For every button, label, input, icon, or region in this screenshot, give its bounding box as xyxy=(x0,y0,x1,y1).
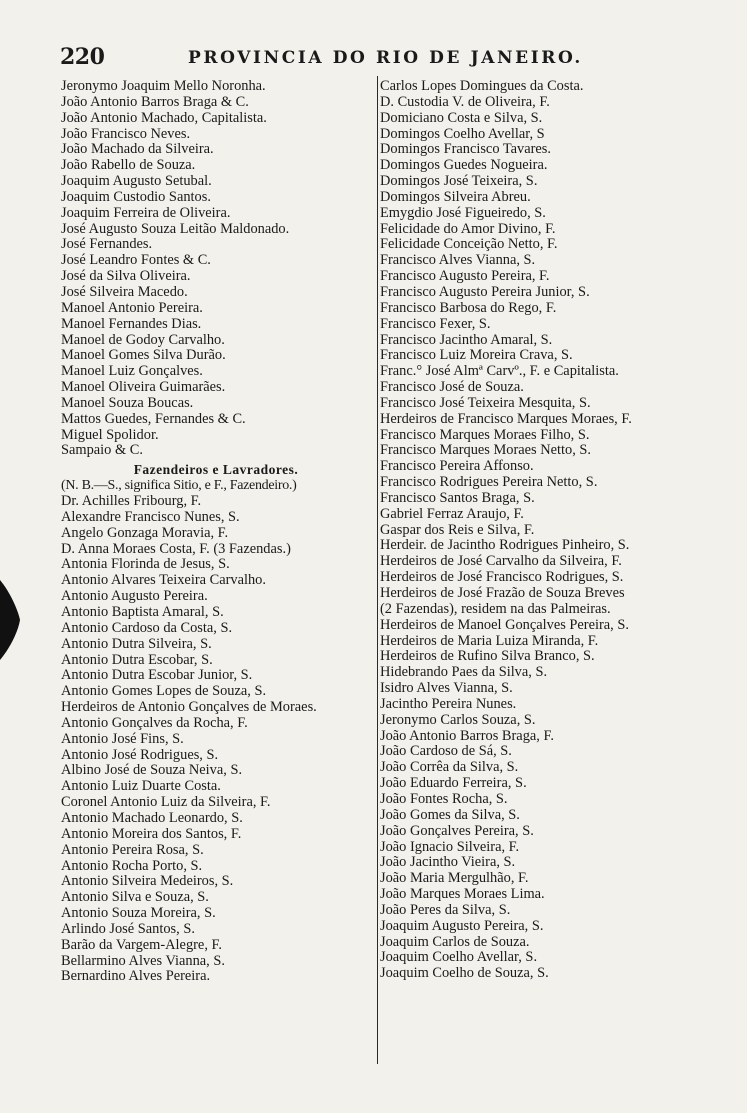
directory-entry: José da Silva Oliveira. xyxy=(61,269,191,285)
directory-entry: Francisco Augusto Pereira Junior, S. xyxy=(380,284,590,300)
directory-entry: Franc.° José Almª Carvº., F. e Capitalista. xyxy=(380,364,619,380)
directory-entry: Angelo Gonzaga Moravia, F. xyxy=(61,525,229,541)
directory-entry: João Peres da Silva, S. xyxy=(380,902,511,918)
directory-entry: Carlos Lopes Domingues da Costa. xyxy=(380,79,584,94)
directory-entry: Alexandre Francisco Nunes, S. xyxy=(61,509,240,525)
directory-entry: João Jacintho Vieira, S. xyxy=(380,855,516,871)
directory-entry: José Leandro Fontes & C. xyxy=(61,253,211,269)
directory-entry: Miguel Spolidor. xyxy=(61,427,159,443)
directory-entry: Antonio Silva e Souza, S. xyxy=(61,890,209,906)
directory-entry: D. Anna Moraes Costa, F. (3 Fazendas.) xyxy=(61,541,291,557)
right-name-list-a xyxy=(378,79,708,602)
directory-entry: D. Custodia V. de Oliveira, F. xyxy=(380,94,550,110)
directory-entry: Antonio Pereira Rosa, S. xyxy=(61,842,204,858)
directory-entry: Manoel Luiz Gonçalves. xyxy=(61,364,203,380)
directory-entry: Francisco Alves Vianna, S. xyxy=(380,253,536,269)
directory-entry: Domingos Guedes Nogueira. xyxy=(380,158,548,174)
continuation-line: (2 Fazendas), residem na das Palmeiras. xyxy=(380,601,611,617)
directory-entry: João Rabello de Souza. xyxy=(61,158,196,174)
directory-entry: João Ignacio Silveira, F. xyxy=(380,839,520,855)
directory-entry: Antonia Florinda de Jesus, S. xyxy=(61,557,230,573)
directory-entry: Herdeiros de Antonio Gonçalves de Moraes. xyxy=(61,700,317,716)
directory-entry: Antonio Rocha Porto, S. xyxy=(61,858,203,874)
directory-entry: Domingos Coelho Avellar, S xyxy=(380,126,545,142)
directory-entry: Francisco Santos Braga, S. xyxy=(380,490,535,506)
directory-entry: Antonio Machado Leonardo, S. xyxy=(61,810,243,826)
right-column xyxy=(377,76,708,1064)
directory-entry: João Eduardo Ferreira, S. xyxy=(380,776,527,792)
directory-entry: João Maria Mergulhão, F. xyxy=(380,871,529,887)
directory-entry: Hidebrando Paes da Silva, S. xyxy=(380,665,548,681)
directory-entry: Barão da Vargem-Alegre, F. xyxy=(61,937,222,953)
directory-entry: Antonio Souza Moreira, S. xyxy=(61,906,216,922)
directory-entry: Antonio Luiz Duarte Costa. xyxy=(61,779,221,795)
directory-entry: Antonio Moreira dos Santos, F. xyxy=(61,826,242,842)
directory-entry: Manoel Antonio Pereira. xyxy=(61,300,203,316)
directory-entry: Herdeiros de Francisco Marques Moraes, F. xyxy=(380,411,632,427)
directory-entry: Coronel Antonio Luiz da Silveira, F. xyxy=(61,795,271,811)
directory-entry: Jeronymo Carlos Souza, S. xyxy=(380,712,536,728)
binding-hole-mark xyxy=(0,580,22,660)
directory-entry: Manoel Souza Boucas. xyxy=(61,395,194,411)
directory-entry: Francisco Jacintho Amaral, S. xyxy=(380,332,553,348)
directory-entry: Domingos Silveira Abreu. xyxy=(380,189,531,205)
directory-entry: Sampaio & C. xyxy=(61,443,143,459)
directory-entry: João Antonio Barros Braga & C. xyxy=(61,94,249,110)
directory-entry: José Fernandes. xyxy=(61,237,153,253)
directory-entry: João Corrêa da Silva, S. xyxy=(380,760,519,776)
directory-entry: Felicidade Conceição Netto, F. xyxy=(380,237,558,253)
directory-entry: Antonio José Fins, S. xyxy=(61,731,184,747)
directory-entry: Domiciano Costa e Silva, S. xyxy=(380,110,543,126)
directory-entry: Joaquim Augusto Setubal. xyxy=(61,174,212,190)
directory-entry: Domingos José Teixeira, S. xyxy=(380,174,538,190)
directory-entry: Manoel de Godoy Carvalho. xyxy=(61,332,225,348)
directory-entry: Antonio Silveira Medeiros, S. xyxy=(61,874,234,890)
directory-entry: Francisco Marques Moraes Filho, S. xyxy=(380,427,590,443)
directory-entry: Antonio Gonçalves da Rocha, F. xyxy=(61,715,248,731)
directory-entry: Bellarmino Alves Vianna, S. xyxy=(61,953,225,969)
directory-entry: Jeronymo Joaquim Mello Noronha. xyxy=(61,79,266,94)
directory-entry: Antonio José Rodrigues, S. xyxy=(61,747,219,763)
directory-entry: Joaquim Ferreira de Oliveira. xyxy=(61,205,231,221)
directory-entry: João Fontes Rocha, S. xyxy=(380,791,508,807)
directory-entry: João Antonio Barros Braga, F. xyxy=(380,728,554,744)
directory-entry: Bernardino Alves Pereira. xyxy=(61,969,211,985)
directory-entry: João Gomes da Silva, S. xyxy=(380,807,520,823)
directory-entry: Antonio Dutra Silveira, S. xyxy=(61,636,212,652)
directory-entry: José Augusto Souza Leitão Maldonado. xyxy=(61,221,290,237)
directory-entry: Herdeiros de Manoel Gonçalves Pereira, S. xyxy=(380,617,629,633)
directory-entry: Manoel Gomes Silva Durão. xyxy=(61,348,226,364)
directory-entry: Joaquim Coelho de Souza, S. xyxy=(380,966,549,982)
directory-entry: Jacintho Pereira Nunes. xyxy=(380,696,517,712)
directory-entry: Francisco Rodrigues Pereira Netto, S. xyxy=(380,475,598,491)
directory-entry: Francisco Fexer, S. xyxy=(380,316,491,332)
directory-entry: Antonio Dutra Escobar, S. xyxy=(61,652,213,668)
directory-entry: Gabriel Ferraz Araujo, F. xyxy=(380,506,524,522)
page-number: 220 xyxy=(60,44,105,70)
left-name-list-top xyxy=(58,79,374,459)
directory-entry: João Marques Moraes Lima. xyxy=(380,887,545,903)
directory-entry: Emygdio José Figueiredo, S. xyxy=(380,205,546,221)
directory-entry: Herdeir. de Jacintho Rodrigues Pinheiro, S. xyxy=(380,538,630,554)
directory-entry: Domingos Francisco Tavares. xyxy=(380,142,551,158)
directory-entry: Mattos Guedes, Fernandes & C. xyxy=(61,411,246,427)
directory-entry: Francisco José Teixeira Mesquita, S. xyxy=(380,395,591,411)
directory-entry: Joaquim Carlos de Souza. xyxy=(380,934,530,950)
directory-entry: Francisco Augusto Pereira, F. xyxy=(380,269,550,285)
directory-entry: Francisco Pereira Affonso. xyxy=(380,459,534,475)
directory-entry: Felicidade do Amor Divino, F. xyxy=(380,221,556,237)
directory-entry: João Antonio Machado, Capitalista. xyxy=(61,110,267,126)
directory-entry: Antonio Gomes Lopes de Souza, S. xyxy=(61,684,267,700)
directory-entry: Albino José de Souza Neiva, S. xyxy=(61,763,243,779)
left-name-list-bottom xyxy=(58,494,374,985)
directory-entry: Joaquim Coelho Avellar, S. xyxy=(380,950,538,966)
directory-entry: Antonio Augusto Pereira. xyxy=(61,589,208,605)
directory-entry: Antonio Baptista Amaral, S. xyxy=(61,605,224,620)
directory-entry: Arlindo José Santos, S. xyxy=(61,921,195,937)
directory-entry: Dr. Achilles Fribourg, F. xyxy=(61,494,202,510)
running-title: PROVINCIA DO RIO DE JANEIRO. xyxy=(188,48,583,68)
abbreviation-note: (N. B.—S., significa Sitio, e F., Fazendeiro.) xyxy=(61,478,297,494)
directory-entry: Joaquim Custodio Santos. xyxy=(61,189,211,205)
directory-entry: Herdeiros de Maria Luiza Miranda, F. xyxy=(380,633,599,649)
directory-entry: Herdeiros de Rufino Silva Branco, S. xyxy=(380,649,595,665)
left-column xyxy=(58,79,374,985)
directory-entry: Gaspar dos Reis e Silva, F. xyxy=(380,522,535,538)
directory-entry: Herdeiros de José Frazão de Souza Breves xyxy=(380,586,625,601)
directory-entry: Joaquim Augusto Pereira, S. xyxy=(380,918,544,934)
directory-entry: Francisco José de Souza. xyxy=(380,380,524,396)
directory-entry: Antonio Dutra Escobar Junior, S. xyxy=(61,668,253,684)
directory-entry: Herdeiros de José Francisco Rodrigues, S. xyxy=(380,570,624,586)
directory-entry: José Silveira Macedo. xyxy=(61,284,188,300)
directory-entry: Manoel Oliveira Guimarães. xyxy=(61,380,226,396)
directory-entry: Francisco Luiz Moreira Crava, S. xyxy=(380,348,573,364)
right-name-list-b xyxy=(378,618,708,982)
directory-entry: Herdeiros de José Carvalho da Silveira, F. xyxy=(380,554,622,570)
directory-entry: Francisco Marques Moraes Netto, S. xyxy=(380,443,592,459)
directory-entry: Antonio Alvares Teixeira Carvalho. xyxy=(61,573,266,589)
directory-entry: Francisco Barbosa do Rego, F. xyxy=(380,300,557,316)
page-header xyxy=(60,44,700,72)
directory-entry: Antonio Cardoso da Costa, S. xyxy=(61,620,233,636)
directory-entry: João Cardoso de Sá, S. xyxy=(380,744,512,760)
section-heading: Fazendeiros e Lavradores. xyxy=(133,462,299,478)
directory-entry: João Francisco Neves. xyxy=(61,126,191,142)
directory-entry: João Machado da Silveira. xyxy=(61,142,214,158)
directory-entry: Manoel Fernandes Dias. xyxy=(61,316,202,332)
directory-entry: João Gonçalves Pereira, S. xyxy=(380,823,534,839)
directory-entry: Isidro Alves Vianna, S. xyxy=(380,681,513,697)
